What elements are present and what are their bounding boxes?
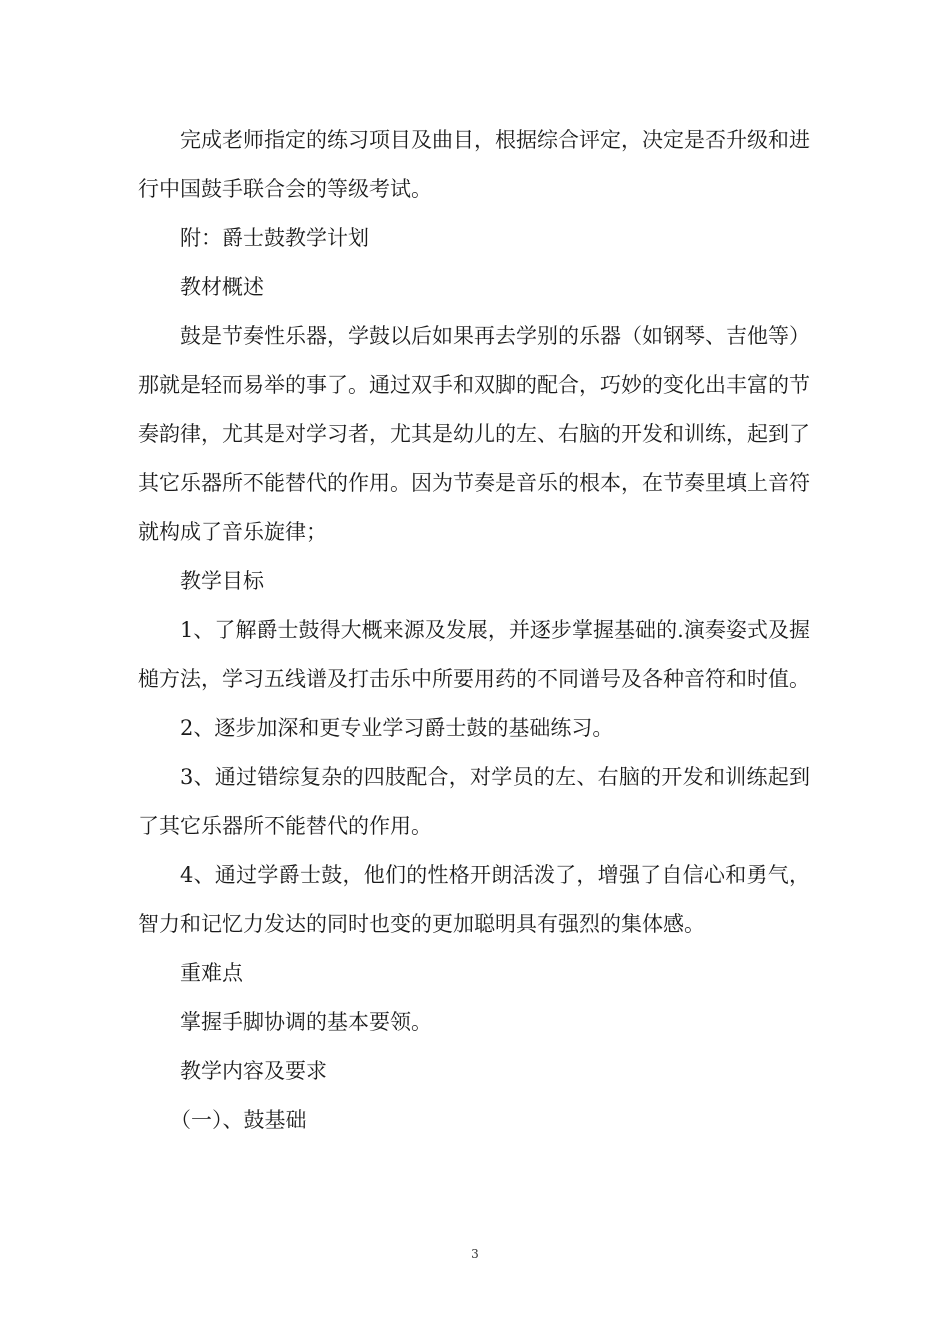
subheading-drum-basics: （一）、鼓基础: [170, 1108, 307, 1132]
document-body: [138, 116, 810, 1145]
goal-item-3: 3、通过错综复杂的四肢配合，对学员的左、右脑的开发和训练起到了其它乐器所不能替代的作用。: [138, 765, 810, 838]
page-number: 3: [471, 1247, 479, 1261]
heading-appendix-plan: 附：爵士鼓教学计划: [180, 226, 369, 250]
heading-textbook-overview: 教材概述: [180, 275, 264, 299]
paragraph-overview-text: 鼓是节奏性乐器，学鼓以后如果再去学别的乐器（如钢琴、吉他等）那就是轻而易举的事了。通过双手和双脚的配合，巧妙的变化出丰富的节奏韵律，尤其是对学习者，尤其是幼儿的左、右脑的开发和训练，起到了其它乐器所不能替代的作用。因为节奏是音乐的根本，在节奏里填上音符就构成了音乐旋律；: [138, 324, 810, 544]
heading-teaching-goals: 教学目标: [180, 569, 264, 593]
heading-key-difficulties: 重难点: [180, 961, 243, 985]
goal-item-1: 1、了解爵士鼓得大概来源及发展，并逐步掌握基础的.演奏姿式及握槌方法，学习五线谱及打击乐中所要用药的不同谱号及各种音符和时值。: [138, 618, 810, 691]
goal-item-2: 2、逐步加深和更专业学习爵士鼓的基础练习。: [180, 716, 614, 740]
paragraph-exam-requirements: 完成老师指定的练习项目及曲目，根据综合评定，决定是否升级和进行中国鼓手联合会的等级考试。: [138, 128, 810, 201]
heading-content-requirements: 教学内容及要求: [180, 1059, 327, 1083]
goal-item-4: 4、通过学爵士鼓，他们的性格开朗活泼了，增强了自信心和勇气，智力和记忆力发达的同时也变的更加聪明具有强烈的集体感。: [138, 863, 810, 936]
paragraph-key-difficulties: 掌握手脚协调的基本要领。: [180, 1010, 432, 1034]
